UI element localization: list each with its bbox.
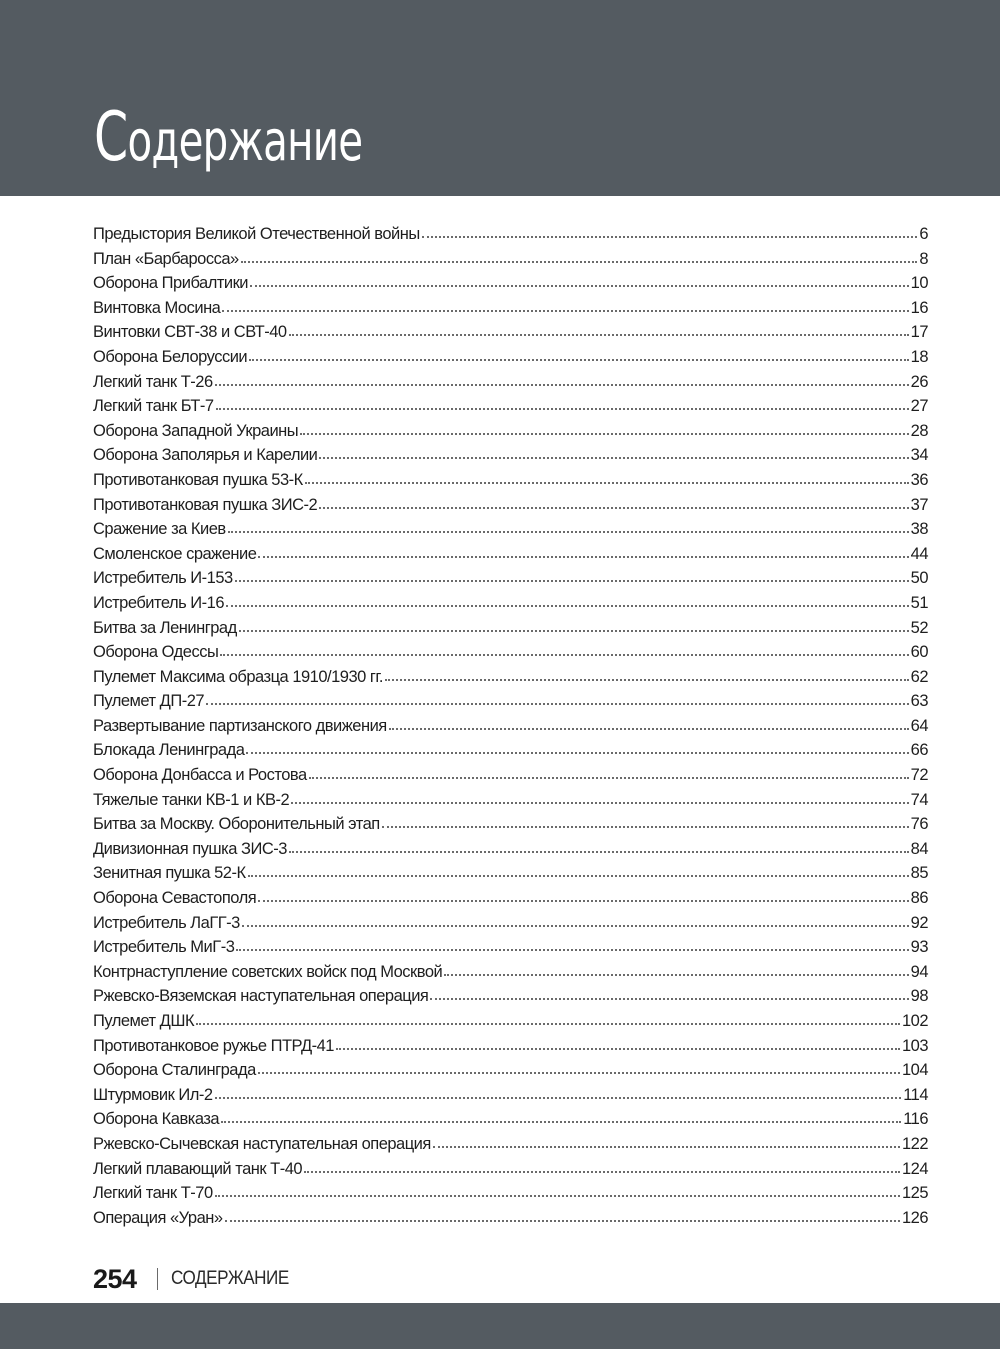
toc-dot-leader [444,973,908,976]
toc-entry-page: 74 [910,790,928,809]
toc-dot-leader [382,825,909,828]
toc-dot-leader [225,1219,900,1222]
toc-entry[interactable] [93,320,928,345]
toc-dot-leader [258,555,908,558]
toc-entry-page: 66 [910,741,928,760]
toc-entry-title: Оборона Сталинграда [93,1061,256,1080]
toc-entry-title: Зенитная пушка 52-К [93,864,246,883]
toc-entry-title: Пулемет Максима образца 1910/1930 гг. [93,667,384,686]
toc-dot-leader [389,727,909,730]
toc-entry-title: Пулемет ДШК [93,1012,195,1030]
toc-entry[interactable] [93,886,928,911]
toc-entry[interactable] [93,861,928,886]
toc-entry-page: 93 [910,938,928,957]
toc-entry-page: 125 [901,1184,928,1203]
toc-entry-title: Смоленское сражение [93,544,257,563]
toc-entry[interactable] [93,247,928,272]
toc-entry-title: Тяжелые танки КВ-1 и КВ-2 [93,790,290,809]
toc-entry-title: Штурмовик Ил-2 [93,1085,213,1104]
toc-entry-title: Легкий плавающий танк Т-40 [93,1159,303,1178]
toc-entry-page: 98 [910,987,928,1006]
toc-entry-title: Дивизионная пушка ЗИС-3 [93,839,287,858]
toc-entry-title: Винтовки СВТ-38 и СВТ-40 [93,323,287,342]
toc-dot-leader [319,506,908,509]
toc-entry-title: Битва за Москву. Оборонительный этап [93,815,380,834]
toc-dot-leader [258,1071,900,1074]
toc-entry-title: Истребитель И-16 [93,593,225,612]
toc-entry[interactable] [93,566,928,591]
toc-dot-leader [220,653,908,656]
toc-dot-leader [239,629,909,632]
toc-entry-page: 26 [910,372,928,391]
toc-entry-page: 34 [910,446,928,465]
toc-entry-page: 86 [910,889,928,908]
toc-entry-title: Предыстория Великой Отечественной войны [93,225,420,243]
toc-entry[interactable] [93,493,928,518]
toc-entry-title: Истребитель И-153 [93,569,233,588]
toc-entry-page: 10 [910,274,928,293]
toc-dot-leader [309,776,909,779]
toc-entry[interactable] [93,468,928,493]
toc-entry-page: 27 [910,397,928,416]
toc-entry-title: Ржевско-Сычевская наступательная операция [93,1134,431,1153]
toc-entry[interactable] [93,960,928,985]
toc-entry-title: Битва за Ленинград [93,618,237,637]
toc-entry-title: Противотанковое ружье ПТРД-41 [93,1036,334,1055]
toc-dot-leader [235,579,909,582]
toc-entry-title: Пулемет ДП-27 [93,692,205,711]
toc-dot-leader [304,1170,900,1173]
toc-entry[interactable] [93,1009,928,1034]
toc-entry-title: Развертывание партизанского движения [93,716,387,735]
toc-dot-leader [433,1145,900,1148]
toc-dot-leader [300,432,908,435]
toc-entry[interactable] [93,640,928,665]
toc-entry-title: Оборона Донбасса и Ростова [93,766,307,785]
toc-entry-page: 8 [919,249,928,268]
toc-entry-page: 102 [901,1012,928,1030]
toc-entry-page: 6 [919,225,928,243]
toc-entry-page: 28 [910,421,928,440]
toc-entry-page: 122 [901,1134,928,1153]
toc-entry-page: 17 [910,323,928,342]
toc-entry[interactable] [93,1157,928,1182]
toc-entry-page: 37 [910,495,928,514]
page-number: 254 [93,1263,137,1294]
toc-entry[interactable] [93,394,928,419]
toc-dot-leader [215,383,909,386]
toc-dot-leader [430,997,908,1000]
toc-entry[interactable] [93,837,928,862]
toc-entry-title: Оборона Одессы [93,643,219,662]
toc-entry[interactable] [93,1107,928,1132]
toc-entry-title: Истребитель ЛаГГ-3 [93,913,240,932]
toc-entry-page: 72 [910,766,928,785]
toc-entry[interactable] [93,1034,928,1059]
toc-entry[interactable] [93,935,928,960]
toc-entry[interactable] [93,419,928,444]
toc-entry-page: 114 [903,1085,928,1104]
toc-entry[interactable] [93,370,928,395]
toc-entry-page: 76 [910,815,928,834]
toc-entry-page: 92 [910,913,928,932]
toc-entry-page: 52 [910,618,928,637]
bottom-band [0,1303,1000,1349]
toc-dot-leader [258,899,908,902]
toc-entry-title: Легкий танк Т-70 [93,1184,213,1203]
toc-dot-leader [291,801,908,804]
toc-entry-title: Легкий танк Т-26 [93,372,213,391]
toc-entry-page: 94 [910,962,928,981]
toc-dot-leader [206,702,909,705]
toc-entry[interactable] [93,591,928,616]
page-title-initial: С [94,98,128,177]
toc-entry-page: 85 [910,864,928,883]
toc-entry-page: 18 [910,347,928,366]
toc-entry[interactable] [93,665,928,690]
toc-entry[interactable] [93,788,928,813]
toc-entry-title: Сражение за Киев [93,520,226,539]
toc-entry-title: Операция «Уран» [93,1208,223,1227]
footer-divider [157,1268,158,1290]
toc-entry[interactable] [93,689,928,714]
toc-entry-title: Ржевско-Вяземская наступательная операция [93,987,429,1006]
toc-entry[interactable] [93,812,928,837]
toc-dot-leader [242,924,909,927]
toc-entry-page: 84 [910,839,928,858]
toc-entry-page: 16 [910,298,928,317]
toc-entry-page: 116 [903,1110,928,1129]
toc-dot-leader [215,1194,900,1197]
toc-entry-title: Оборона Прибалтики [93,274,249,293]
toc-entry-title: Оборона Кавказа [93,1110,220,1129]
page-title [94,98,363,178]
toc-entry[interactable] [93,763,928,788]
toc-entry-title: Противотанковая пушка ЗИС-2 [93,495,318,514]
toc-entry[interactable] [93,345,928,370]
toc-entry-title: Противотанковая пушка 53-К [93,470,303,489]
toc-dot-leader [216,407,909,410]
table-of-contents [93,222,928,1230]
toc-entry[interactable] [93,1083,928,1108]
toc-dot-leader [221,1120,901,1123]
toc-entry[interactable] [93,1206,928,1231]
toc-entry[interactable] [93,1181,928,1206]
running-section-title: СОДЕРЖАНИЕ [170,1268,289,1289]
toc-dot-leader [196,1022,900,1025]
toc-entry-title: Истребитель МиГ-3 [93,938,235,957]
toc-entry[interactable] [93,616,928,641]
toc-entry[interactable] [93,296,928,321]
toc-entry-page: 126 [901,1208,928,1227]
toc-dot-leader [226,604,909,607]
toc-entry-title: Блокада Ленинграда [93,741,245,760]
toc-entry-page: 62 [910,667,928,686]
toc-dot-leader [246,751,908,754]
toc-entry-page: 36 [910,470,928,489]
toc-entry-page: 60 [910,643,928,662]
page-footer [93,1262,302,1296]
toc-entry-title: Легкий танк БТ-7 [93,397,214,416]
toc-entry-page: 63 [910,692,928,711]
toc-dot-leader [305,481,909,484]
toc-dot-leader [215,1096,902,1099]
toc-entry[interactable] [93,738,928,763]
toc-entry-title: Контрнаступление советских войск под Москвой [93,962,443,981]
toc-entry-title: Оборона Белоруссии [93,347,248,366]
toc-entry[interactable] [93,1058,928,1083]
toc-entry[interactable] [93,542,928,567]
toc-entry[interactable] [93,984,928,1009]
toc-entry-page: 124 [901,1159,928,1178]
toc-dot-leader [222,309,908,312]
toc-entry-title: Оборона Западной Украины [93,421,299,440]
toc-entry[interactable] [93,911,928,936]
toc-entry[interactable] [93,517,928,542]
toc-entry-page: 51 [910,593,928,612]
toc-dot-leader [422,235,918,238]
toc-dot-leader [228,530,909,533]
toc-dot-leader [336,1047,900,1050]
toc-dot-leader [385,678,909,681]
toc-dot-leader [289,333,909,336]
toc-entry[interactable] [93,1132,928,1157]
toc-entry-title: План «Барбаросса» [93,249,239,268]
toc-entry[interactable] [93,714,928,739]
toc-dot-leader [241,260,918,263]
toc-dot-leader [319,456,908,459]
toc-entry-page: 64 [910,716,928,735]
toc-entry[interactable] [93,271,928,296]
page-title-rest: одержание [127,109,363,174]
toc-dot-leader [248,874,909,877]
toc-dot-leader [250,284,909,287]
toc-entry-page: 44 [910,544,928,563]
toc-entry-page: 38 [910,520,928,539]
toc-entry-title: Винтовка Мосина [93,298,221,317]
toc-dot-leader [236,948,908,951]
toc-dot-leader [249,358,909,361]
toc-entry-title: Оборона Севастополя [93,889,257,908]
toc-dot-leader [289,850,909,853]
toc-entry-page: 104 [901,1061,928,1080]
toc-entry[interactable] [93,443,928,468]
toc-entry-page: 103 [901,1036,928,1055]
toc-entry[interactable] [93,222,928,247]
toc-entry-title: Оборона Заполярья и Карелии [93,446,318,465]
toc-entry-page: 50 [910,569,928,588]
